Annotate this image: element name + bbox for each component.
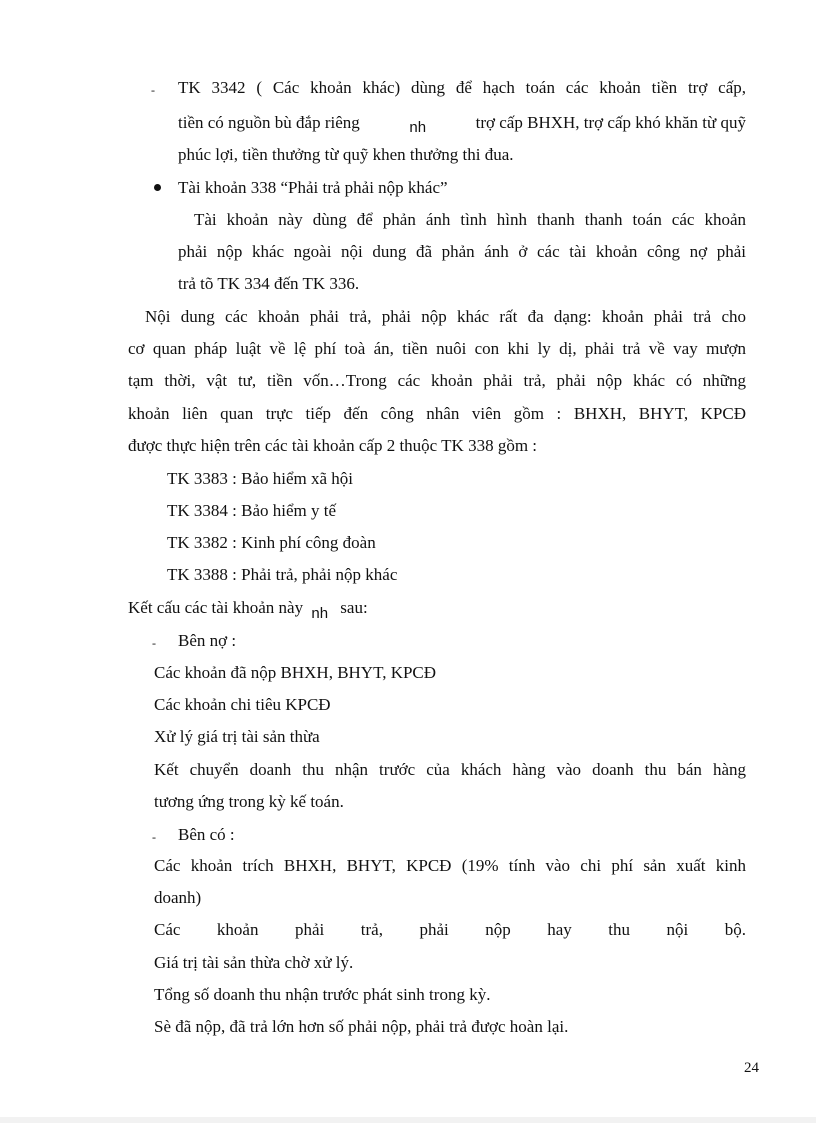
page-number: 24 <box>744 1060 759 1076</box>
tk338-line-2: phải nộp khác ngoài nội dung đã phản ánh ở các tài khoản công nợ phải <box>178 242 746 261</box>
credit-item: Sè đã nộp, đã trả lớn hơn số phải nộp, phải trả được hoàn lại. <box>154 1017 569 1036</box>
tk3342-line-2-part-a: tiền có nguồn bù đắp riêng <box>178 113 360 132</box>
structure-intro <box>128 597 368 620</box>
tk3342-line-1: TK 3342 ( Các khoản khác) dùng để hạch toán các khoản tiền trợ cấp, <box>178 78 746 97</box>
debit-item: tương ứng trong kỳ kế toán. <box>154 792 344 811</box>
paragraph-line-3: tạm thời, vật tư, tiền vốn…Trong các khoản phải trả, phải nộp khác có những <box>128 371 746 390</box>
dash-marker: - <box>152 830 156 844</box>
paragraph-line-2: cơ quan pháp luật về lệ phí toà án, tiền nuôi con khi ly dị, phải trả về vay mượn <box>128 339 746 358</box>
subscript-fragment: nh <box>311 605 329 622</box>
account-item: TK 3384 : Bảo hiểm y tế <box>167 501 337 520</box>
bullet-icon <box>154 184 161 191</box>
credit-item: Tổng số doanh thu nhận trước phát sinh trong kỳ. <box>154 985 491 1004</box>
account-item: TK 3382 : Kinh phí công đoàn <box>167 533 376 552</box>
debit-item: Xử lý giá trị tài sản thừa <box>154 727 320 746</box>
credit-item: doanh) <box>154 888 202 907</box>
subscript-fragment: nh <box>409 119 427 136</box>
dash-marker: - <box>152 636 156 650</box>
tk338-line-1: Tài khoản này dùng để phản ánh tình hình thanh thanh toán các khoản <box>194 210 746 229</box>
credit-item: Các khoản phải trả, phải nộp hay thu nội bộ. <box>154 920 746 939</box>
credit-item: Giá trị tài sản thừa chờ xử lý. <box>154 953 354 972</box>
debit-item: Các khoản đã nộp BHXH, BHYT, KPCĐ <box>154 663 437 682</box>
paragraph-line-1: Nội dung các khoản phải trả, phải nộp khác rất đa dạng: khoản phải trả cho <box>145 307 746 326</box>
credit-heading: Bên có : <box>178 825 235 844</box>
structure-intro-part-a: Kết cấu các tài khoản này <box>128 598 304 617</box>
debit-item: Kết chuyển doanh thu nhận trước của khách hàng vào doanh thu bán hàng <box>154 760 746 779</box>
tk3342-line-3: phúc lợi, tiền thưởng từ quỹ khen thưởng thi đua. <box>178 145 514 164</box>
account-item: TK 3388 : Phải trả, phải nộp khác <box>167 565 398 584</box>
tk3342-line-2-part-b: trợ cấp BHXH, trợ cấp khó khăn từ quỹ <box>475 113 746 132</box>
dash-marker: - <box>151 83 155 97</box>
paragraph-line-5: được thực hiện trên các tài khoản cấp 2 thuộc TK 338 gồm : <box>128 436 538 455</box>
debit-item: Các khoản chi tiêu KPCĐ <box>154 695 331 714</box>
tk338-line-3: trả tõ TK 334 đến TK 336. <box>178 274 360 293</box>
account-item: TK 3383 : Bảo hiểm xã hội <box>167 469 354 488</box>
credit-item: Các khoản trích BHXH, BHYT, KPCĐ (19% tính vào chi phí sản xuất kinh <box>154 856 746 875</box>
page-bottom-edge <box>0 1117 816 1123</box>
debit-heading: Bên nợ : <box>178 631 237 650</box>
structure-intro-part-b: sau: <box>340 598 368 617</box>
tk338-heading: Tài khoản 338 “Phải trả phải nộp khác” <box>178 178 448 197</box>
tk3342-line-2 <box>178 112 746 134</box>
paragraph-line-4: khoản liên quan trực tiếp đến công nhân viên gồm : BHXH, BHYT, KPCĐ <box>128 404 746 423</box>
